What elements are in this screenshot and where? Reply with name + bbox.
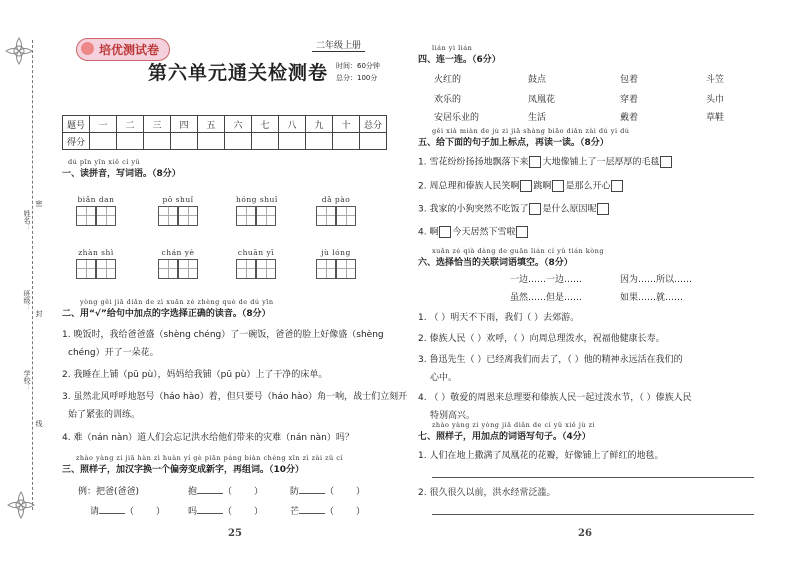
- q6-option: 一边……一边……: [510, 275, 583, 285]
- score-input-cell[interactable]: [360, 133, 387, 150]
- q1-pinyin: dú pīn yīn xiě cí yǔ: [68, 158, 141, 166]
- q4-item[interactable]: 生活: [528, 113, 547, 123]
- write-box[interactable]: [178, 206, 198, 226]
- word-pinyin: hóng shuǐ: [236, 195, 278, 204]
- tianzige-group: [236, 248, 276, 279]
- word-pinyin: zhàn shì: [78, 248, 114, 257]
- punct-box[interactable]: [552, 180, 564, 192]
- score-cell: 二: [117, 116, 144, 133]
- q4-item[interactable]: 鼓点: [528, 75, 547, 85]
- q4-item[interactable]: 凤凰花: [528, 95, 556, 105]
- write-box[interactable]: [236, 259, 256, 279]
- q4-item[interactable]: 火红的: [434, 75, 462, 85]
- school-label: 学校：: [23, 370, 31, 391]
- q4-item[interactable]: 欢乐的: [434, 95, 462, 105]
- punct-box[interactable]: [439, 226, 451, 238]
- score-input-cell[interactable]: [144, 133, 171, 150]
- word-pinyin: biǎn dan: [77, 195, 115, 204]
- tianzige-group: [158, 248, 198, 279]
- exam-meta: [336, 60, 380, 84]
- q5-line: 2. 周总理和傣族人民笑啊 跳啊 是那么开心: [418, 180, 624, 193]
- score-cell: 九: [306, 116, 333, 133]
- seal-line: [32, 40, 34, 510]
- q1-heading: 一、读拼音，写词语。（8分）: [62, 169, 181, 179]
- punct-box[interactable]: [529, 203, 541, 215]
- q3-item: 吗 （ ）: [188, 507, 264, 517]
- flower-decoration-icon: [6, 490, 36, 520]
- word-pinyin: chán yè: [161, 248, 195, 257]
- score-table-score-row: [63, 133, 387, 150]
- q6-heading: 六、选择恰当的关联词语填空。（8分）: [418, 258, 573, 268]
- q7-pinyin: zhào yàng zi yòng jiā diǎn de cí yǔ xiě jù zi: [432, 421, 596, 429]
- q6-pinyin: xuǎn zé qià dàng de guān lián cí yǔ tián kòng: [432, 247, 605, 255]
- answer-line[interactable]: [432, 477, 754, 478]
- q2-line: 1. 晚饭时，我给爸爸盛（shèng chéng）了一碗饭，爸爸的脸上好像盛（shèng: [62, 330, 384, 340]
- punct-box[interactable]: [597, 203, 609, 215]
- q6-line: 2. 傣族人民（ ）欢呼，（ ）向周总理泼水，祝福他健康长寿。: [418, 334, 665, 344]
- score-input-cell[interactable]: [225, 133, 252, 150]
- tianzige-group: [316, 195, 356, 226]
- q5-line: 1. 雪花纷纷扬扬地飘落下来 大地像铺上了一层厚厚的毛毯: [418, 156, 673, 169]
- q5-pinyin: gěi xià miàn de jù zi jiā shàng biāo diǎn zài dú yi dú: [432, 127, 630, 135]
- q4-item[interactable]: 包着: [620, 75, 639, 85]
- q6-line: 3. 鲁迅先生（ ）已经离我们而去了，（ ）他的精神永远活在我们的: [418, 355, 683, 365]
- page-number-right: 26: [578, 528, 592, 539]
- q7-line: 1. 人们在地上撒满了凤凰花的花瓣，好像铺上了鲜红的地毯。: [418, 451, 664, 461]
- score-cell: 七: [252, 116, 279, 133]
- q4-item[interactable]: 安居乐业的: [434, 113, 480, 123]
- word-pinyin: dǎ pào: [321, 195, 351, 204]
- write-box[interactable]: [256, 206, 276, 226]
- score-cell: 三: [144, 116, 171, 133]
- answer-line[interactable]: [432, 514, 754, 515]
- score-input-cell[interactable]: [333, 133, 360, 150]
- write-box[interactable]: [76, 259, 96, 279]
- score-cell: 四: [171, 116, 198, 133]
- punct-box[interactable]: [529, 156, 541, 168]
- write-box[interactable]: [336, 259, 356, 279]
- tianzige-group: [158, 195, 198, 226]
- write-box[interactable]: [336, 206, 356, 226]
- tianzige-group: [236, 195, 278, 226]
- score-input-cell[interactable]: [117, 133, 144, 150]
- q4-item[interactable]: 戴着: [620, 113, 639, 123]
- write-box[interactable]: [236, 206, 256, 226]
- score-cell: 十: [333, 116, 360, 133]
- write-box[interactable]: [256, 259, 276, 279]
- write-box[interactable]: [76, 206, 96, 226]
- q3-example: 例：把爸(爸爸): [78, 487, 140, 497]
- q2-line: 2. 我睡在上铺（pū pù），妈妈给我铺（pū pù）上了干净的床单。: [62, 370, 328, 380]
- score-input-cell[interactable]: [171, 133, 198, 150]
- seal-char-mi: 密: [35, 200, 43, 207]
- seal-char-feng: 封: [35, 310, 43, 317]
- punct-box[interactable]: [516, 226, 528, 238]
- score-cell: 八: [279, 116, 306, 133]
- score-input-cell[interactable]: [252, 133, 279, 150]
- q5-line: 4. 啊 今天居然下雪啦: [418, 226, 529, 239]
- total-score: 总分：100分: [336, 74, 378, 82]
- q2-line: 始了紧张的训练。: [68, 410, 141, 420]
- write-box[interactable]: [96, 206, 116, 226]
- punct-box[interactable]: [611, 180, 623, 192]
- write-box[interactable]: [316, 206, 336, 226]
- q2-pinyin: yòng gěi jiā diǎn de zì xuǎn zé zhèng què de dú yīn: [80, 298, 274, 306]
- score-table: [62, 115, 387, 150]
- binding-strip: [20, 40, 46, 510]
- q2-line: 3. 虽然北风呼呼地怒号（háo hào）着，但只要号（háo hào）角一响，战士们立刻开: [62, 392, 408, 402]
- q6-line: 4. （ ）敬爱的周恩来总理要和傣族人民一起过泼水节，（ ）傣族人民: [418, 393, 692, 403]
- q3-pinyin: zhào yàng zi jiā hàn zì huàn yí gè piān páng biàn chéng xīn zì zài zǔ cí: [76, 454, 343, 462]
- q2-heading: 二、用“√”给句中加点的字选择正确的读音。（8分）: [62, 309, 271, 319]
- page-number-left: 25: [228, 528, 242, 539]
- q3-item: 抱 （ ）: [188, 487, 264, 497]
- tianzige-group: [76, 248, 116, 279]
- word-pinyin: chuān yī: [237, 248, 275, 257]
- time-limit: 时间：60分钟: [336, 62, 380, 70]
- score-cell: 五: [198, 116, 225, 133]
- flower-decoration-icon: [4, 36, 34, 66]
- score-cell: 总分: [360, 116, 387, 133]
- q3-item: 芒 （ ）: [290, 507, 366, 517]
- q3-item: 防 （ ）: [290, 487, 366, 497]
- q3-heading: 三、照样子，加汉字换一个偏旁变成新字，再组词。（10分）: [62, 465, 305, 475]
- grade-label: 二年级上册: [312, 38, 365, 52]
- write-box[interactable]: [178, 259, 198, 279]
- score-input-cell[interactable]: [306, 133, 333, 150]
- q4-heading: 四、连一连。（6分）: [418, 55, 501, 65]
- score-cell: 一: [90, 116, 117, 133]
- q4-item[interactable]: 斗笠: [706, 75, 725, 85]
- name-label: 姓名：: [23, 210, 31, 231]
- write-box[interactable]: [158, 206, 178, 226]
- q3-item: 请 （ ）: [90, 507, 166, 517]
- q5-line: 3. 我家的小狗突然不吃饭了 是什么原因呢: [418, 203, 610, 216]
- series-logo: 培优测试卷: [76, 38, 170, 60]
- q6-line: 心中。: [430, 373, 458, 383]
- score-cell: 得分: [63, 133, 90, 150]
- word-pinyin: jù lóng: [321, 248, 351, 257]
- q4-pinyin: lián yi lián: [432, 44, 473, 52]
- page-title: 第六单元通关检测卷: [148, 62, 329, 84]
- seal-char-xian: 线: [35, 420, 43, 427]
- q6-option: 因为……所以……: [620, 275, 693, 285]
- word-pinyin: pō shuǐ: [162, 195, 194, 204]
- q2-line: 4. 难（nán nàn）道人们会忘记洪水给他们带来的灾难（nán nàn）吗？: [62, 433, 354, 443]
- write-box[interactable]: [96, 259, 116, 279]
- tianzige-group: [316, 248, 356, 279]
- write-box[interactable]: [158, 259, 178, 279]
- q7-line: 2. 很久很久以前，洪水经常泛滥。: [418, 488, 556, 498]
- q6-line: 1. （ ）明天不下雨，我们（ ）去郊游。: [418, 313, 580, 323]
- score-cell: 题号: [63, 116, 90, 133]
- write-box[interactable]: [316, 259, 336, 279]
- q6-option: 如果……就……: [620, 293, 684, 303]
- q2-line: chéng）开了一朵花。: [68, 348, 159, 358]
- q4-item[interactable]: 穿着: [620, 95, 639, 105]
- q6-option: 虽然……但是……: [510, 293, 583, 303]
- score-table-header-row: [63, 116, 387, 133]
- score-input-cell[interactable]: [198, 133, 225, 150]
- class-label: 班级：: [23, 290, 31, 311]
- q4-item[interactable]: 头巾: [706, 95, 725, 105]
- score-input-cell[interactable]: [279, 133, 306, 150]
- score-cell: 六: [225, 116, 252, 133]
- punct-box[interactable]: [660, 156, 672, 168]
- q5-heading: 五、给下面的句子加上标点，再读一读。（8分）: [418, 138, 609, 148]
- q4-item[interactable]: 草鞋: [706, 113, 725, 123]
- score-input-cell[interactable]: [90, 133, 117, 150]
- q6-line: 特别高兴。: [430, 411, 476, 421]
- punct-box[interactable]: [520, 180, 532, 192]
- q7-heading: 七、照样子，用加点的词语写句子。（4分）: [418, 432, 591, 442]
- tianzige-group: [76, 195, 116, 226]
